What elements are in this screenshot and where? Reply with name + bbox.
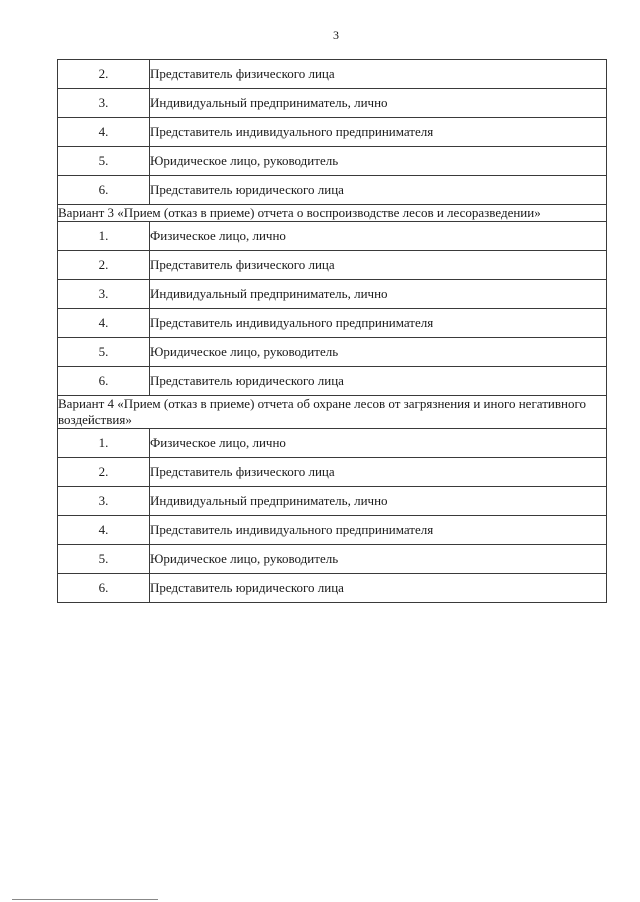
table-row (58, 60, 607, 89)
row-number: 6. (58, 176, 150, 205)
row-number: 6. (58, 574, 150, 603)
applicant-category: Представитель юридического лица (150, 367, 607, 396)
table-row (58, 574, 607, 603)
applicant-category: Представитель физического лица (150, 251, 607, 280)
row-number: 3. (58, 280, 150, 309)
table-row (58, 338, 607, 367)
table-row (58, 309, 607, 338)
row-number: 4. (58, 516, 150, 545)
table-row (58, 516, 607, 545)
applicant-category: Представитель индивидуального предпринимателя (150, 118, 607, 147)
applicant-category: Физическое лицо, лично (150, 222, 607, 251)
variant-title: Вариант 4 «Прием (отказ в приеме) отчета об охране лесов от загрязнения и иного негативного воздействия» (58, 396, 607, 429)
applicant-category: Юридическое лицо, руководитель (150, 338, 607, 367)
variant-header-row (58, 205, 607, 222)
row-number: 2. (58, 458, 150, 487)
applicant-category: Индивидуальный предприниматель, лично (150, 89, 607, 118)
row-number: 5. (58, 545, 150, 574)
row-number: 2. (58, 251, 150, 280)
applicant-category: Представитель физического лица (150, 458, 607, 487)
scan-edge-line (12, 899, 158, 900)
applicant-category: Юридическое лицо, руководитель (150, 545, 607, 574)
table-row (58, 280, 607, 309)
applicant-category: Индивидуальный предприниматель, лично (150, 487, 607, 516)
applicant-category: Юридическое лицо, руководитель (150, 147, 607, 176)
table-row (58, 429, 607, 458)
row-number: 5. (58, 147, 150, 176)
table-row (58, 89, 607, 118)
row-number: 4. (58, 118, 150, 147)
variant-title: Вариант 3 «Прием (отказ в приеме) отчета о воспроизводстве лесов и лесоразведении» (58, 205, 607, 222)
table-body (58, 60, 607, 603)
applicant-variants-table (57, 59, 607, 603)
table-row (58, 222, 607, 251)
row-number: 6. (58, 367, 150, 396)
row-number: 1. (58, 222, 150, 251)
page-number: 3 (333, 28, 339, 42)
row-number: 5. (58, 338, 150, 367)
row-number: 2. (58, 60, 150, 89)
table-row (58, 487, 607, 516)
applicant-category: Представитель юридического лица (150, 574, 607, 603)
applicant-category: Представитель индивидуального предпринимателя (150, 516, 607, 545)
row-number: 4. (58, 309, 150, 338)
applicant-category: Представитель индивидуального предпринимателя (150, 309, 607, 338)
applicant-category: Представитель физического лица (150, 60, 607, 89)
table-row (58, 251, 607, 280)
row-number: 3. (58, 89, 150, 118)
row-number: 3. (58, 487, 150, 516)
table-row (58, 367, 607, 396)
table-row (58, 176, 607, 205)
applicant-category: Представитель юридического лица (150, 176, 607, 205)
applicant-category: Индивидуальный предприниматель, лично (150, 280, 607, 309)
table-row (58, 147, 607, 176)
applicant-category: Физическое лицо, лично (150, 429, 607, 458)
table-row (58, 545, 607, 574)
row-number: 1. (58, 429, 150, 458)
variant-header-row (58, 396, 607, 429)
table-row (58, 118, 607, 147)
table-row (58, 458, 607, 487)
